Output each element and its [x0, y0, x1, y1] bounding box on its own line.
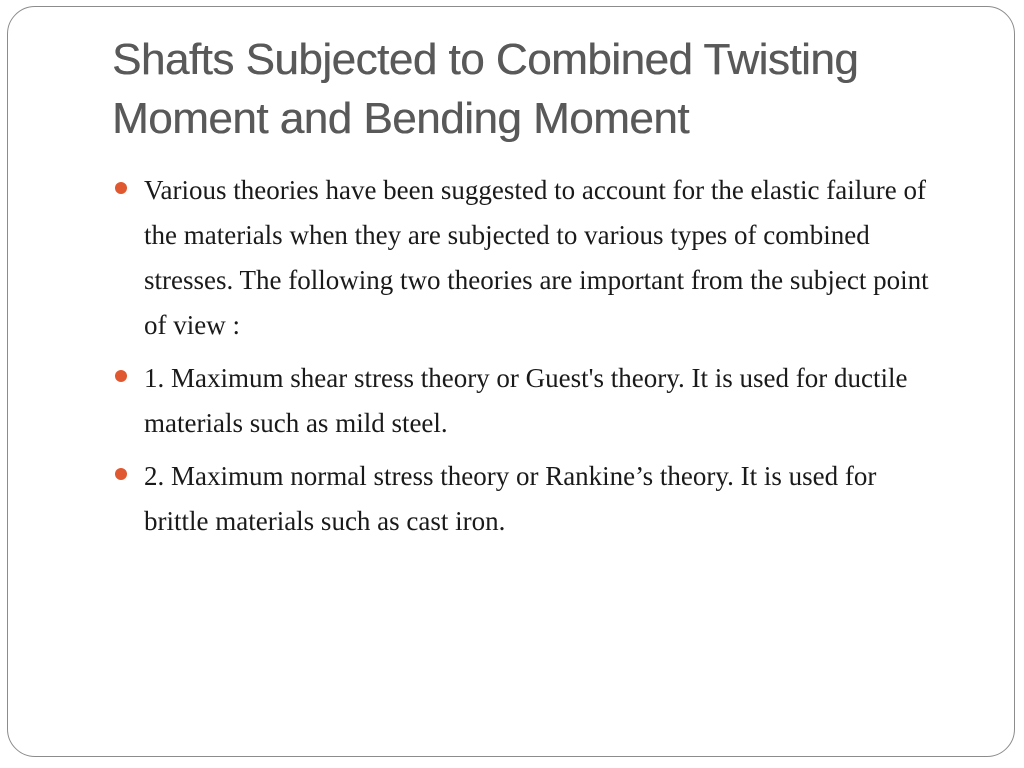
bullet-text: 2. Maximum normal stress theory or Rankine’s theory. It is used for brittle materials such as cast iron.	[144, 461, 877, 536]
bullet-text: 1. Maximum shear stress theory or Guest's theory. It is used for ductile materials such as mild steel.	[144, 363, 908, 438]
bullet-dot-icon	[115, 182, 127, 194]
bullet-item	[115, 168, 945, 348]
slide-title-line-1: Shafts Subjected to Combined Twisting	[112, 35, 859, 84]
slide-title	[112, 30, 992, 148]
slide-title-line-2: Moment and Bending Moment	[112, 94, 689, 143]
bullet-item	[115, 356, 945, 446]
bullet-dot-icon	[115, 370, 127, 382]
bullet-item	[115, 454, 945, 544]
bullet-text: Various theories have been suggested to account for the elastic failure of the materials when they are subjected to various types of combined stresses. The following two theories are important from the subject point of view :	[144, 175, 929, 340]
bullet-dot-icon	[115, 468, 127, 480]
bullet-list	[115, 168, 945, 552]
